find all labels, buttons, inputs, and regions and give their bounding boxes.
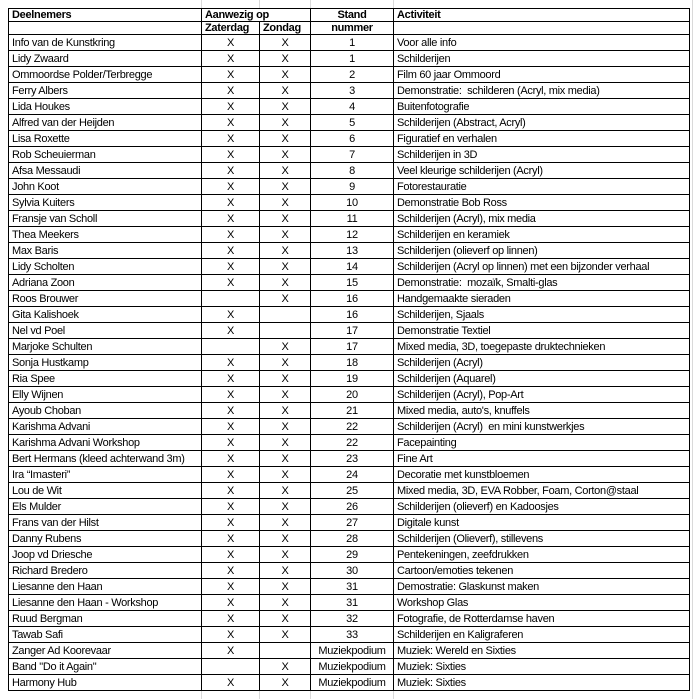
stand-cell[interactable]: 17: [311, 339, 394, 355]
stand-cell[interactable]: 5: [311, 115, 394, 131]
zondag-cell[interactable]: X: [260, 371, 311, 387]
zaterdag-cell[interactable]: X: [202, 467, 260, 483]
zaterdag-cell[interactable]: [202, 659, 260, 675]
table-row: [9, 387, 690, 403]
zondag-cell[interactable]: X: [260, 483, 311, 499]
zaterdag-cell[interactable]: X: [202, 243, 260, 259]
table-row: [9, 275, 690, 291]
activity-cell[interactable]: Demonstratie Bob Ross: [394, 195, 690, 211]
table-row: [9, 419, 690, 435]
table-row: [9, 451, 690, 467]
table-row: [9, 35, 690, 51]
stand-cell[interactable]: 4: [311, 99, 394, 115]
activity-cell[interactable]: Pentekeningen, zeefdrukken: [394, 547, 690, 563]
zondag-cell[interactable]: X: [260, 243, 311, 259]
activity-cell[interactable]: Facepainting: [394, 435, 690, 451]
activity-cell[interactable]: Muziek: Sixties: [394, 659, 690, 675]
zondag-cell[interactable]: X: [260, 515, 311, 531]
stand-cell[interactable]: 21: [311, 403, 394, 419]
activity-cell[interactable]: Demonstratie: mozaïk, Smalti-glas: [394, 275, 690, 291]
header-zaterdag[interactable]: Zaterdag: [202, 22, 260, 35]
zondag-cell[interactable]: X: [260, 275, 311, 291]
activity-cell[interactable]: Schilderijen (Abstract, Acryl): [394, 115, 690, 131]
activity-cell[interactable]: Mixed media, 3D, EVA Robber, Foam, Corton@staal: [394, 483, 690, 499]
participant-cell[interactable]: Ira “Imasteri”: [9, 467, 202, 483]
zaterdag-cell[interactable]: X: [202, 259, 260, 275]
stand-cell[interactable]: 23: [311, 451, 394, 467]
zondag-cell[interactable]: X: [260, 83, 311, 99]
stand-cell[interactable]: 1: [311, 35, 394, 51]
zondag-cell[interactable]: X: [260, 595, 311, 611]
stand-cell[interactable]: 26: [311, 499, 394, 515]
zondag-cell[interactable]: X: [260, 547, 311, 563]
table-row: [9, 467, 690, 483]
activity-cell[interactable]: Schilderijen (Olieverf), stillevens: [394, 531, 690, 547]
zaterdag-cell[interactable]: X: [202, 99, 260, 115]
participant-cell[interactable]: Sonja Hustkamp: [9, 355, 202, 371]
zondag-cell[interactable]: X: [260, 227, 311, 243]
header-zondag[interactable]: Zondag: [260, 22, 311, 35]
table-row: [9, 243, 690, 259]
table-row: [9, 179, 690, 195]
table-row: [9, 291, 690, 307]
table-row: [9, 163, 690, 179]
participant-cell[interactable]: Bert Hermans (kleed achterwand 3m): [9, 451, 202, 467]
zondag-cell[interactable]: X: [260, 675, 311, 691]
activity-cell[interactable]: Schilderijen en keramiek: [394, 227, 690, 243]
table-row: [9, 435, 690, 451]
stand-cell[interactable]: 7: [311, 147, 394, 163]
table-row: [9, 99, 690, 115]
stand-cell[interactable]: 20: [311, 387, 394, 403]
zaterdag-cell[interactable]: X: [202, 355, 260, 371]
zondag-cell[interactable]: X: [260, 611, 311, 627]
participant-cell[interactable]: Nel vd Poel: [9, 323, 202, 339]
stand-cell[interactable]: 24: [311, 467, 394, 483]
activity-cell[interactable]: Demonstratie Textiel: [394, 323, 690, 339]
participant-cell[interactable]: Karishma Advani: [9, 419, 202, 435]
header-row-2: [9, 22, 690, 35]
table-row: [9, 371, 690, 387]
zaterdag-cell[interactable]: X: [202, 67, 260, 83]
table-row: [9, 659, 690, 675]
participant-cell[interactable]: Ria Spee: [9, 371, 202, 387]
stand-cell[interactable]: 8: [311, 163, 394, 179]
participant-cell[interactable]: Liesanne den Haan - Workshop: [9, 595, 202, 611]
activity-cell[interactable]: Schilderijen in 3D: [394, 147, 690, 163]
stand-cell[interactable]: 3: [311, 83, 394, 99]
zondag-cell[interactable]: X: [260, 99, 311, 115]
zaterdag-cell[interactable]: X: [202, 307, 260, 323]
zondag-cell[interactable]: X: [260, 659, 311, 675]
zaterdag-cell[interactable]: X: [202, 403, 260, 419]
zondag-cell[interactable]: X: [260, 563, 311, 579]
table-row: [9, 483, 690, 499]
table-row: [9, 211, 690, 227]
zaterdag-cell[interactable]: X: [202, 227, 260, 243]
table-row: [9, 643, 690, 659]
participant-cell[interactable]: Elly Wijnen: [9, 387, 202, 403]
stand-cell[interactable]: Muziekpodium: [311, 675, 394, 691]
zaterdag-cell[interactable]: X: [202, 275, 260, 291]
table-row: [9, 307, 690, 323]
zaterdag-cell[interactable]: X: [202, 435, 260, 451]
activity-cell[interactable]: Schilderijen (Acryl op linnen) met een bijzonder verhaal: [394, 259, 690, 275]
zaterdag-cell[interactable]: X: [202, 563, 260, 579]
participant-cell[interactable]: Tawab Safi: [9, 627, 202, 643]
participant-cell[interactable]: Frans van der Hilst: [9, 515, 202, 531]
participant-cell[interactable]: Karishma Advani Workshop: [9, 435, 202, 451]
stand-cell[interactable]: 6: [311, 131, 394, 147]
table-row: [9, 547, 690, 563]
activity-cell[interactable]: Fine Art: [394, 451, 690, 467]
participant-cell[interactable]: Roos Brouwer: [9, 291, 202, 307]
zondag-cell[interactable]: X: [260, 419, 311, 435]
zondag-cell[interactable]: [260, 307, 311, 323]
table-row: [9, 83, 690, 99]
activity-cell[interactable]: Schilderijen, Sjaals: [394, 307, 690, 323]
activity-cell[interactable]: Schilderijen (olieverf) en Kadoosjes: [394, 499, 690, 515]
stand-cell[interactable]: Muziekpodium: [311, 659, 394, 675]
zondag-cell[interactable]: X: [260, 131, 311, 147]
zondag-cell[interactable]: X: [260, 387, 311, 403]
participant-cell[interactable]: Afsa Messaudi: [9, 163, 202, 179]
participant-cell[interactable]: Rob Scheuierman: [9, 147, 202, 163]
zaterdag-cell[interactable]: X: [202, 579, 260, 595]
zaterdag-cell[interactable]: X: [202, 595, 260, 611]
stand-cell[interactable]: 30: [311, 563, 394, 579]
table-row: [9, 147, 690, 163]
zondag-cell[interactable]: X: [260, 339, 311, 355]
table-row: [9, 595, 690, 611]
participant-cell[interactable]: Richard Bredero: [9, 563, 202, 579]
zondag-cell[interactable]: X: [260, 355, 311, 371]
activity-cell[interactable]: Decoratie met kunstbloemen: [394, 467, 690, 483]
zaterdag-cell[interactable]: X: [202, 611, 260, 627]
stand-cell[interactable]: 2: [311, 67, 394, 83]
participant-cell[interactable]: Ferry Albers: [9, 83, 202, 99]
zondag-cell[interactable]: X: [260, 51, 311, 67]
participant-cell[interactable]: Lou de Wit: [9, 483, 202, 499]
zaterdag-cell[interactable]: [202, 339, 260, 355]
table-row: [9, 115, 690, 131]
table-row: [9, 195, 690, 211]
table-row: [9, 499, 690, 515]
stand-cell[interactable]: 27: [311, 515, 394, 531]
participant-cell[interactable]: Alfred van der Heijden: [9, 115, 202, 131]
zondag-cell[interactable]: X: [260, 627, 311, 643]
header-deelnemers[interactable]: Deelnemers: [9, 9, 202, 22]
zondag-cell[interactable]: X: [260, 35, 311, 51]
header-row-1: [9, 9, 690, 22]
stand-cell[interactable]: 22: [311, 419, 394, 435]
activity-cell[interactable]: Demonstratie: schilderen (Acryl, mix media): [394, 83, 690, 99]
sheet-gridline: [692, 0, 693, 699]
table-row: [9, 579, 690, 595]
header-spacer-cell[interactable]: [9, 22, 202, 35]
zondag-cell[interactable]: X: [260, 531, 311, 547]
header-aanwezig-op[interactable]: Aanwezig op: [202, 9, 311, 22]
stand-cell[interactable]: 31: [311, 579, 394, 595]
zaterdag-cell[interactable]: X: [202, 211, 260, 227]
stand-cell[interactable]: Muziekpodium: [311, 643, 394, 659]
zaterdag-cell[interactable]: X: [202, 131, 260, 147]
stand-cell[interactable]: 1: [311, 51, 394, 67]
table-row: [9, 675, 690, 691]
header-stand[interactable]: Stand: [311, 9, 394, 22]
activity-cell[interactable]: Digitale kunst: [394, 515, 690, 531]
table-row: [9, 67, 690, 83]
activity-cell[interactable]: Mixed media, auto's, knuffels: [394, 403, 690, 419]
stand-cell[interactable]: 16: [311, 307, 394, 323]
table-row: [9, 355, 690, 371]
activity-cell[interactable]: Workshop Glas: [394, 595, 690, 611]
zondag-cell[interactable]: X: [260, 147, 311, 163]
stand-cell[interactable]: 16: [311, 291, 394, 307]
activity-cell[interactable]: Fotografie, de Rotterdamse haven: [394, 611, 690, 627]
stand-cell[interactable]: 19: [311, 371, 394, 387]
participant-cell[interactable]: Fransje van Scholl: [9, 211, 202, 227]
zondag-cell[interactable]: X: [260, 179, 311, 195]
activity-cell[interactable]: Demostratie: Glaskunst maken: [394, 579, 690, 595]
participant-cell[interactable]: Lidy Scholten: [9, 259, 202, 275]
stand-cell[interactable]: 10: [311, 195, 394, 211]
participant-cell[interactable]: Lida Houkes: [9, 99, 202, 115]
participant-cell[interactable]: Thea Meekers: [9, 227, 202, 243]
zondag-cell[interactable]: X: [260, 115, 311, 131]
stand-cell[interactable]: 32: [311, 611, 394, 627]
activity-cell[interactable]: Schilderijen en Kaligraferen: [394, 627, 690, 643]
activity-cell[interactable]: Handgemaakte sieraden: [394, 291, 690, 307]
table-row: [9, 627, 690, 643]
stand-cell[interactable]: 18: [311, 355, 394, 371]
activity-cell[interactable]: Schilderijen (Acryl) en mini kunstwerkjes: [394, 419, 690, 435]
header-spacer-cell-2[interactable]: [394, 22, 690, 35]
header-nummer[interactable]: nummer: [311, 22, 394, 35]
activity-cell[interactable]: Schilderijen (Acryl), mix media: [394, 211, 690, 227]
zaterdag-cell[interactable]: X: [202, 371, 260, 387]
zaterdag-cell[interactable]: X: [202, 387, 260, 403]
participant-cell[interactable]: John Koot: [9, 179, 202, 195]
table-row: [9, 51, 690, 67]
stand-cell[interactable]: 9: [311, 179, 394, 195]
header-activiteit[interactable]: Activiteit: [394, 9, 690, 22]
stand-cell[interactable]: 33: [311, 627, 394, 643]
zondag-cell[interactable]: X: [260, 435, 311, 451]
zaterdag-cell[interactable]: X: [202, 83, 260, 99]
table-row: [9, 259, 690, 275]
table-row: [9, 339, 690, 355]
zondag-cell[interactable]: X: [260, 211, 311, 227]
zaterdag-cell[interactable]: X: [202, 643, 260, 659]
zondag-cell[interactable]: [260, 643, 311, 659]
activity-cell[interactable]: Schilderijen (Aquarel): [394, 371, 690, 387]
zondag-cell[interactable]: X: [260, 467, 311, 483]
table-row: [9, 323, 690, 339]
zaterdag-cell[interactable]: X: [202, 323, 260, 339]
zondag-cell[interactable]: [260, 323, 311, 339]
table-row: [9, 131, 690, 147]
zaterdag-cell[interactable]: [202, 291, 260, 307]
stand-cell[interactable]: 12: [311, 227, 394, 243]
zaterdag-cell[interactable]: X: [202, 163, 260, 179]
participant-cell[interactable]: Gita Kalishoek: [9, 307, 202, 323]
participant-cell[interactable]: Ayoub Choban: [9, 403, 202, 419]
participant-cell[interactable]: Adriana Zoon: [9, 275, 202, 291]
zaterdag-cell[interactable]: X: [202, 419, 260, 435]
activity-cell[interactable]: Schilderijen (Acryl), Pop-Art: [394, 387, 690, 403]
participant-cell[interactable]: Liesanne den Haan: [9, 579, 202, 595]
activity-cell[interactable]: Schilderijen (Acryl): [394, 355, 690, 371]
activity-cell[interactable]: Mixed media, 3D, toegepaste druktechnieken: [394, 339, 690, 355]
stand-cell[interactable]: 31: [311, 595, 394, 611]
participant-cell[interactable]: Max Baris: [9, 243, 202, 259]
zaterdag-cell[interactable]: X: [202, 547, 260, 563]
zaterdag-cell[interactable]: X: [202, 499, 260, 515]
participants-tbody: [9, 35, 690, 691]
activity-cell[interactable]: Figuratief en verhalen: [394, 131, 690, 147]
zaterdag-cell[interactable]: X: [202, 483, 260, 499]
table-row: [9, 515, 690, 531]
participant-cell[interactable]: Marjoke Schulten: [9, 339, 202, 355]
zondag-cell[interactable]: X: [260, 259, 311, 275]
stand-cell[interactable]: 25: [311, 483, 394, 499]
stand-cell[interactable]: 15: [311, 275, 394, 291]
participant-cell[interactable]: Ruud Bergman: [9, 611, 202, 627]
activity-cell[interactable]: Voor alle info: [394, 35, 690, 51]
stand-cell[interactable]: 13: [311, 243, 394, 259]
zaterdag-cell[interactable]: X: [202, 515, 260, 531]
zaterdag-cell[interactable]: X: [202, 147, 260, 163]
table-row: [9, 227, 690, 243]
participant-cell[interactable]: Joop vd Driesche: [9, 547, 202, 563]
stand-cell[interactable]: 17: [311, 323, 394, 339]
activity-cell[interactable]: Film 60 jaar Ommoord: [394, 67, 690, 83]
participant-cell[interactable]: Sylvia Kuiters: [9, 195, 202, 211]
zaterdag-cell[interactable]: X: [202, 675, 260, 691]
zondag-cell[interactable]: X: [260, 291, 311, 307]
participant-cell[interactable]: Lidy Zwaard: [9, 51, 202, 67]
zondag-cell[interactable]: X: [260, 499, 311, 515]
participant-cell[interactable]: Lisa Roxette: [9, 131, 202, 147]
zaterdag-cell[interactable]: X: [202, 179, 260, 195]
participant-cell[interactable]: Danny Rubens: [9, 531, 202, 547]
stand-cell[interactable]: 11: [311, 211, 394, 227]
zondag-cell[interactable]: X: [260, 195, 311, 211]
zondag-cell[interactable]: X: [260, 403, 311, 419]
activity-cell[interactable]: Muziek: Sixties: [394, 675, 690, 691]
participant-cell[interactable]: Info van de Kunstkring: [9, 35, 202, 51]
stand-cell[interactable]: 29: [311, 547, 394, 563]
zaterdag-cell[interactable]: X: [202, 51, 260, 67]
activity-cell[interactable]: Schilderijen (olieverf op linnen): [394, 243, 690, 259]
participant-cell[interactable]: Els Mulder: [9, 499, 202, 515]
participants-table: [8, 8, 690, 691]
zondag-cell[interactable]: X: [260, 451, 311, 467]
table-row: [9, 611, 690, 627]
zaterdag-cell[interactable]: X: [202, 627, 260, 643]
zaterdag-cell[interactable]: X: [202, 451, 260, 467]
zondag-cell[interactable]: X: [260, 579, 311, 595]
zaterdag-cell[interactable]: X: [202, 195, 260, 211]
table-row: [9, 563, 690, 579]
participant-cell[interactable]: Ommoordse Polder/Terbregge: [9, 67, 202, 83]
zaterdag-cell[interactable]: X: [202, 531, 260, 547]
participant-cell[interactable]: Band "Do it Again": [9, 659, 202, 675]
zaterdag-cell[interactable]: X: [202, 35, 260, 51]
activity-cell[interactable]: Muziek: Wereld en Sixties: [394, 643, 690, 659]
stand-cell[interactable]: 14: [311, 259, 394, 275]
participant-cell[interactable]: Zanger Ad Koorevaar: [9, 643, 202, 659]
stand-cell[interactable]: 28: [311, 531, 394, 547]
zondag-cell[interactable]: X: [260, 163, 311, 179]
activity-cell[interactable]: Fotorestauratie: [394, 179, 690, 195]
stand-cell[interactable]: 22: [311, 435, 394, 451]
zaterdag-cell[interactable]: X: [202, 115, 260, 131]
activity-cell[interactable]: Cartoon/emoties tekenen: [394, 563, 690, 579]
zondag-cell[interactable]: X: [260, 67, 311, 83]
activity-cell[interactable]: Veel kleurige schilderijen (Acryl): [394, 163, 690, 179]
table-row: [9, 403, 690, 419]
table-row: [9, 531, 690, 547]
activity-cell[interactable]: Schilderijen: [394, 51, 690, 67]
activity-cell[interactable]: Buitenfotografie: [394, 99, 690, 115]
participant-cell[interactable]: Harmony Hub: [9, 675, 202, 691]
